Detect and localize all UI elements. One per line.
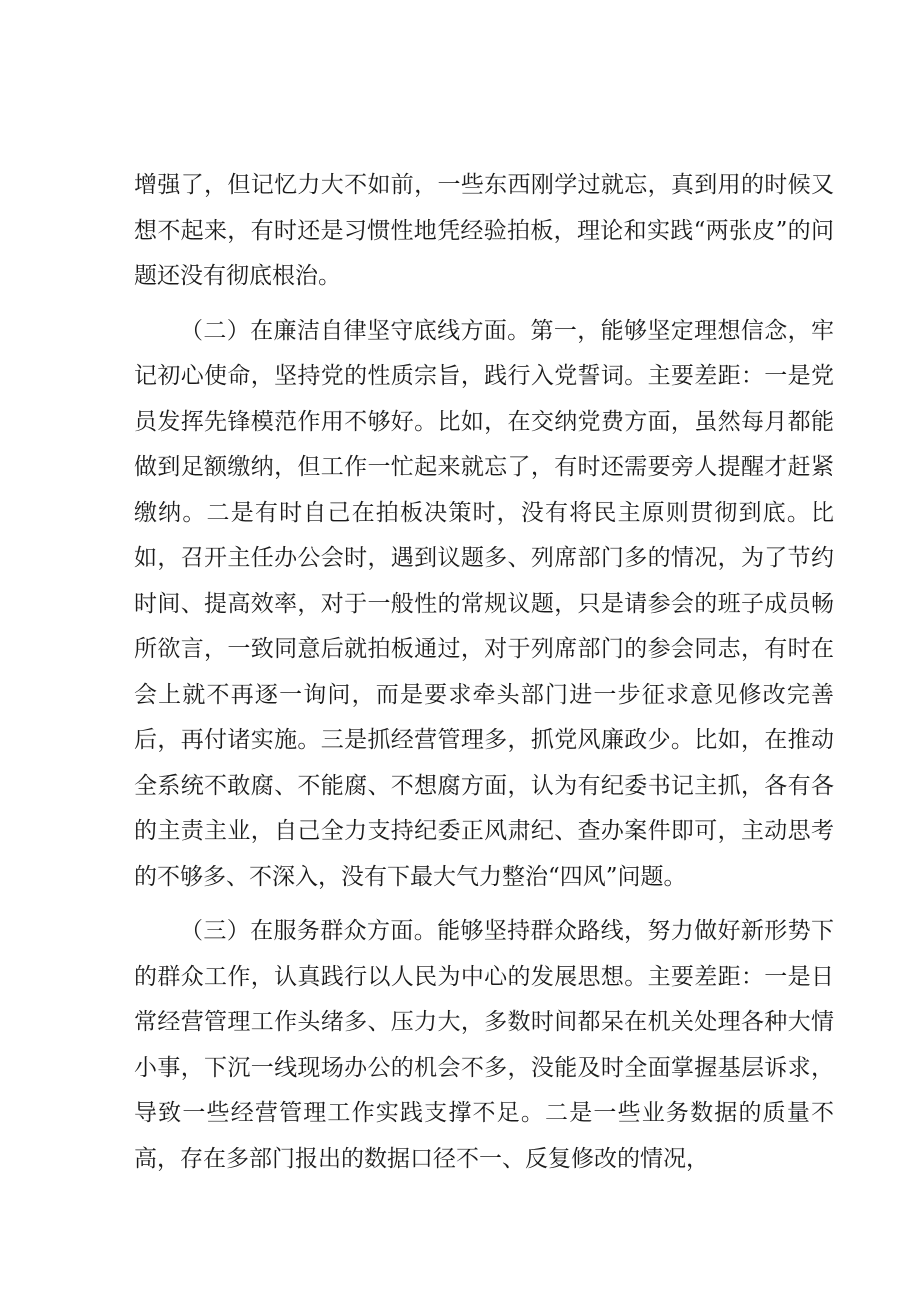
paragraph-continuation: 增强了，但记忆力大不如前，一些东西刚学过就忘，真到用的时候又想不起来，有时还是习惯性地凭经验拍板，理论和实践“两张皮”的问题还没有彻底根治。 [134,172,834,289]
paragraph-section-3: （三）在服务群众方面。能够坚持群众路线，努力做好新形势下的群众工作，认真践行以人民为中心的发展思想。主要差距：一是日常经营管理工作头绪多、压力大，多数时间都呆在机关处理各种大情小事，下沉一线现场办公的机会不多，没能及时全面掌握基层诉求，导致一些经营管理工作实践支撑不足。二是一些业务数据的质量不高，存在多部门报出的数据口径不一、反复修改的情况， [134,918,834,1172]
document-body [134,163,834,1182]
paragraph-section-2: （二）在廉洁自律坚守底线方面。第一，能够坚定理想信念，牢记初心使命，坚持党的性质宗旨，践行入党誓词。主要差距：一是党员发挥先锋模范作用不够好。比如，在交纳党费方面，虽然每月都能做到足额缴纳，但工作一忙起来就忘了，有时还需要旁人提醒才赶紧缴纳。二是有时自己在拍板决策时，没有将民主原则贯彻到底。比如，召开主任办公会时，遇到议题多、列席部门多的情况，为了节约时间、提高效率，对于一般性的常规议题，只是请参会的班子成员畅所欲言，一致同意后就拍板通过，对于列席部门的参会同志，有时在会上就不再逐一询问，而是要求牵头部门进一步征求意见修改完善后，再付诸实施。三是抓经营管理多，抓党风廉政少。比如，在推动全系统不敢腐、不能腐、不想腐方面，认为有纪委书记主抓，各有各的主责主业，自己全力支持纪委正风肃纪、查办案件即可，主动思考的不够多、不深入，没有下最大气力整治“四风”问题。 [134,317,834,890]
